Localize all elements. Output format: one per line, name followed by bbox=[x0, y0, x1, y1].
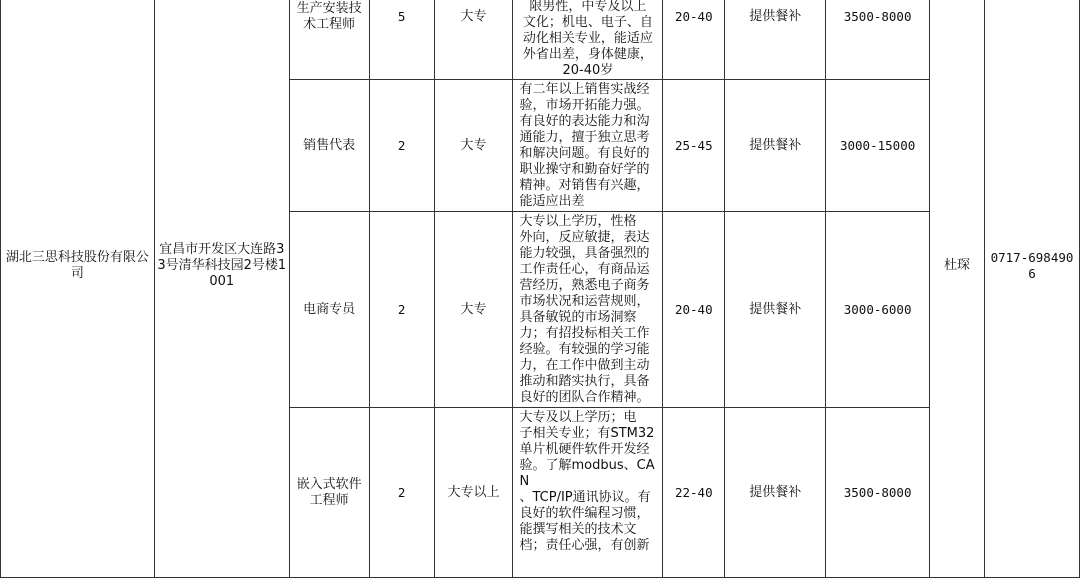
job-requirements-cell bbox=[513, 80, 663, 212]
job-count: 2 bbox=[397, 137, 406, 153]
job-education-cell bbox=[434, 0, 513, 80]
job-salary-cell bbox=[826, 212, 930, 408]
job-count-cell bbox=[369, 80, 434, 212]
job-title: 嵌入式软件工程师 bbox=[296, 476, 362, 508]
job-salary-cell bbox=[826, 408, 930, 578]
job-salary: 3500-8000 bbox=[843, 484, 912, 500]
job-education-cell bbox=[434, 212, 513, 408]
job-age: 20-40 bbox=[674, 9, 713, 24]
job-title-cell bbox=[289, 408, 369, 578]
contact-person: 杜琛 bbox=[944, 258, 971, 273]
job-title: 电商专员 bbox=[303, 301, 356, 317]
job-requirements-cell bbox=[513, 408, 663, 578]
job-salary: 3500-8000 bbox=[843, 9, 912, 24]
job-count: 2 bbox=[397, 484, 406, 500]
job-count: 5 bbox=[397, 9, 406, 24]
contact-phone: 0717-6984906 bbox=[990, 250, 1074, 281]
job-meal-cell bbox=[725, 80, 826, 212]
job-meal-cell bbox=[725, 408, 826, 578]
job-education: 大专 bbox=[460, 9, 487, 24]
job-title: 生产安装技术工程师 bbox=[296, 1, 362, 32]
job-requirements-cell bbox=[513, 0, 663, 80]
job-title-cell bbox=[289, 212, 369, 408]
job-count-cell bbox=[369, 212, 434, 408]
job-requirements: 大专及以上学历；电 子相关专业；有STM32 单片机硬件软件开发经 验。了解modbus、CAN 、TCP/IP通讯协议。有 良好的软件编程习惯， 能撰写相关的技术文 档；责任心强，有创新 bbox=[519, 410, 655, 553]
company-name-cell bbox=[1, 0, 155, 578]
job-age: 25-45 bbox=[674, 137, 713, 153]
job-education-cell bbox=[434, 80, 513, 212]
job-education: 大专以上 bbox=[447, 484, 500, 500]
job-count-cell bbox=[369, 408, 434, 578]
job-education: 大专 bbox=[460, 137, 487, 153]
job-count: 2 bbox=[397, 301, 406, 317]
company-address-cell bbox=[154, 0, 289, 578]
job-meal: 提供餐补 bbox=[749, 137, 802, 153]
job-age-cell bbox=[663, 408, 725, 578]
job-meal-cell bbox=[725, 212, 826, 408]
job-requirements-cell bbox=[513, 212, 663, 408]
job-education-cell bbox=[434, 408, 513, 578]
job-meal-cell bbox=[725, 0, 826, 80]
contact-cell bbox=[930, 0, 985, 578]
job-age-cell bbox=[663, 80, 725, 212]
job-title-cell bbox=[289, 80, 369, 212]
job-title-cell bbox=[289, 0, 369, 80]
company-name: 湖北三思科技股份有限公司 bbox=[5, 250, 149, 281]
job-meal: 提供餐补 bbox=[749, 301, 802, 317]
job-age: 22-40 bbox=[674, 484, 713, 500]
job-meal: 提供餐补 bbox=[749, 9, 802, 24]
job-age-cell bbox=[663, 0, 725, 80]
company-address: 宜昌市开发区大连路33号清华科技园2号楼1001 bbox=[157, 242, 287, 289]
job-requirements: 有二年以上销售实战经 验，市场开拓能力强。 有良好的表达能力和沟 通能力，擅于独立思考 和解决问题。有良好的 职业操守和勤奋好学的 精神。对销售有兴趣， 能适应出差 bbox=[519, 81, 650, 209]
job-requirements: 限男性，中专及以上 文化；机电、电子、自 动化相关专业，能适应 外省出差，身体健康， 20-40岁 bbox=[522, 0, 653, 78]
job-requirements: 大专以上学历，性格 外向，反应敏捷，表达 能力较强，具备强烈的 工作责任心，有商品运 营经历，熟悉电子商务 市场状况和运营规则， 具备敏锐的市场洞察 力；有招投标相关工作 经验。有较强的学习能 力，在工作中做到主动 推动和踏实执行，具备 良好的团队合作精神。 bbox=[519, 213, 650, 405]
job-title: 销售代表 bbox=[303, 137, 356, 153]
job-age-cell bbox=[663, 212, 725, 408]
job-salary: 3000-15000 bbox=[839, 137, 916, 153]
job-age: 20-40 bbox=[674, 301, 713, 317]
job-row bbox=[1, 0, 1080, 80]
job-count-cell bbox=[369, 0, 434, 80]
phone-cell bbox=[985, 0, 1080, 578]
job-salary-cell bbox=[826, 80, 930, 212]
job-salary-cell bbox=[826, 0, 930, 80]
job-education: 大专 bbox=[460, 301, 487, 317]
job-meal: 提供餐补 bbox=[749, 484, 802, 500]
job-salary: 3000-6000 bbox=[843, 301, 912, 317]
